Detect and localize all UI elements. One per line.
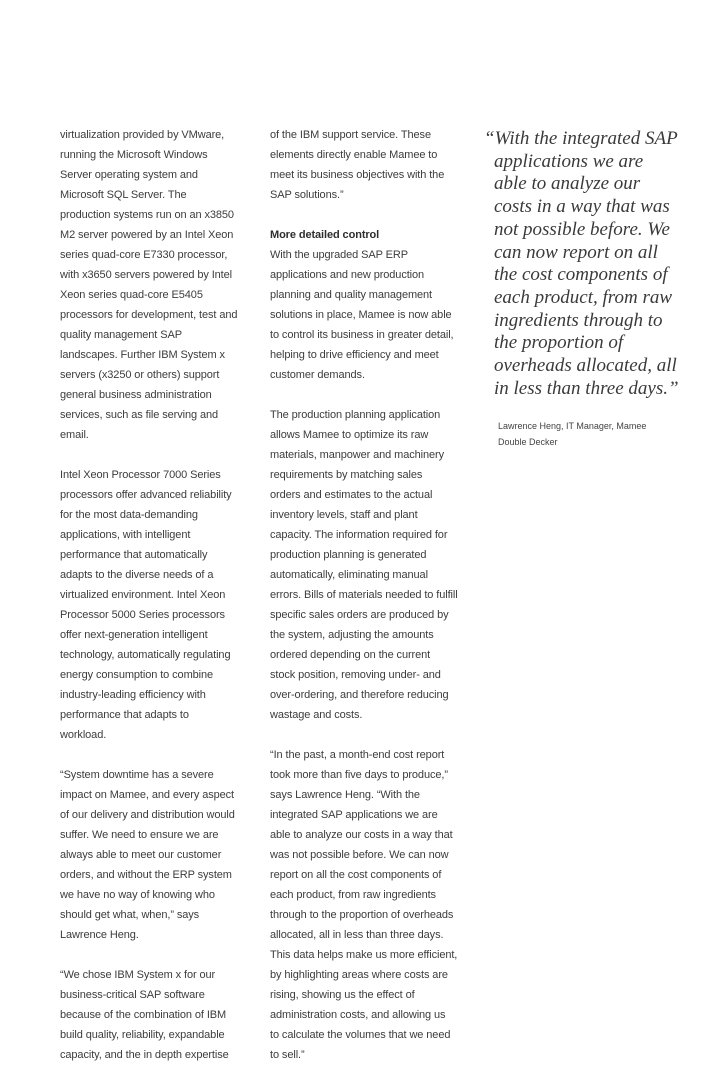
text-line: series quad-core E7330 processor, <box>60 249 228 261</box>
pull-quote <box>484 128 694 450</box>
text-line: the system, adjusting the amounts <box>270 629 434 641</box>
text-line: customer demands. <box>270 369 365 381</box>
text-line: was not possible before. We can now <box>270 849 449 861</box>
text-line: services, such as file serving and <box>60 409 219 421</box>
pull-quote-text <box>484 128 694 400</box>
text-line: Microsoft SQL Server. The <box>60 189 187 201</box>
text-line: helping to drive efficiency and meet <box>270 349 439 361</box>
text-line: automatically, eliminating manual <box>270 569 428 581</box>
text-line: capacity. The information required for <box>270 529 448 541</box>
text-line: allows Mamee to optimize its raw <box>270 429 429 441</box>
pull-quote-line: the cost components of <box>494 264 668 286</box>
text-line: processors offer advanced reliability <box>60 489 232 501</box>
text-line: we have no way of knowing who <box>60 889 215 901</box>
text-line: Processor 5000 Series processors <box>60 609 225 621</box>
text-line: able to analyze our costs in a way that <box>270 829 453 841</box>
text-line: With the upgraded SAP ERP <box>270 249 408 261</box>
text-line: build quality, reliability, expandable <box>60 1029 225 1041</box>
paragraph-gap <box>270 385 465 405</box>
text-line: This data helps make us more efficient, <box>270 949 458 961</box>
text-line: performance that adapts to <box>60 709 189 721</box>
section-heading: More detailed control <box>270 229 380 241</box>
pull-quote-attribution <box>484 418 694 450</box>
attribution-line: Double Decker <box>498 437 558 448</box>
text-line: virtualization provided by VMware, <box>60 129 225 141</box>
text-line: virtualized environment. Intel Xeon <box>60 589 226 601</box>
text-line: adapts to the diverse needs of a <box>60 569 214 581</box>
text-line: servers (x3250 or others) support <box>60 369 220 381</box>
text-line: processors for development, test and <box>60 309 238 321</box>
text-line: business-critical SAP software <box>60 989 205 1001</box>
attribution-line: Lawrence Heng, IT Manager, Mamee <box>498 421 647 432</box>
text-line: rising, showing us the effect of <box>270 989 415 1001</box>
text-line: wastage and costs. <box>270 709 363 721</box>
text-line: orders, and without the ERP system <box>60 869 232 881</box>
text-line: because of the combination of IBM <box>60 1009 227 1021</box>
text-line: meet its business objectives with the <box>270 169 445 181</box>
text-line: M2 server powered by an Intel Xeon <box>60 229 234 241</box>
text-line: applications and new production <box>270 269 425 281</box>
text-line: Server operating system and <box>60 169 198 181</box>
text-line: performance that automatically <box>60 549 208 561</box>
text-line: industry-leading efficiency with <box>60 689 206 701</box>
text-line: general business administration <box>60 389 212 401</box>
paragraph-gap <box>60 745 250 765</box>
text-line: of our delivery and distribution would <box>60 809 235 821</box>
pull-quote-line: the proportion of <box>494 332 624 354</box>
text-line: requirements by matching sales <box>270 469 423 481</box>
text-line: email. <box>60 429 89 441</box>
text-line: to control its business in greater detail, <box>270 329 454 341</box>
text-line: to calculate the volumes that we need <box>270 1029 451 1041</box>
pull-quote-line: each product, from raw <box>494 286 673 308</box>
paragraph-gap <box>270 725 465 745</box>
text-line: ordered depending on the current <box>270 649 431 661</box>
text-line: SAP solutions.” <box>270 189 344 201</box>
pull-quote-line: applications we are <box>494 150 644 172</box>
text-line: orders and estimates to the actual <box>270 489 433 501</box>
text-line: through to the proportion of overheads <box>270 909 454 921</box>
text-line: production planning is generated <box>270 549 427 561</box>
text-line: administration costs, and allowing us <box>270 1009 446 1021</box>
text-line: impact on Mamee, and every aspect <box>60 789 235 801</box>
text-line: materials, manpower and machinery <box>270 449 445 461</box>
text-line: capacity, and the in depth expertise <box>60 1049 229 1061</box>
text-line: says Lawrence Heng. “With the <box>270 789 420 801</box>
text-line: should get what, when,” says <box>60 909 200 921</box>
text-line: applications, with intelligent <box>60 529 191 541</box>
text-line: technology, automatically regulating <box>60 649 231 661</box>
paragraph-gap <box>60 445 250 465</box>
text-line: took more than five days to produce,” <box>270 769 448 781</box>
pull-quote-line: costs in a way that was <box>494 196 670 218</box>
pull-quote-line: able to analyze our <box>494 173 641 195</box>
pull-quote-line: “With the integrated SAP <box>484 128 678 149</box>
text-line: with x3650 servers powered by Intel <box>60 269 232 281</box>
text-line: suffer. We need to ensure we are <box>60 829 219 841</box>
body-column-middle <box>270 125 465 1065</box>
text-line: elements directly enable Mamee to <box>270 149 438 161</box>
pull-quote-line: ingredients through to <box>494 309 663 331</box>
text-line: always able to meet our customer <box>60 849 222 861</box>
text-line: errors. Bills of materials needed to fulfill <box>270 589 458 601</box>
text-line: offer next-generation intelligent <box>60 629 208 641</box>
text-line: allocated, all in less than three days. <box>270 929 444 941</box>
text-line: specific sales orders are produced by <box>270 609 449 621</box>
text-line: running the Microsoft Windows <box>60 149 208 161</box>
text-line: Lawrence Heng. <box>60 929 139 941</box>
text-line: planning and quality management <box>270 289 433 301</box>
text-line: “System downtime has a severe <box>60 769 214 781</box>
text-line: solutions in place, Mamee is now able <box>270 309 452 321</box>
text-line: Xeon series quad-core E5405 <box>60 289 203 301</box>
body-column-left <box>60 125 250 1065</box>
text-line: of the IBM support service. These <box>270 129 431 141</box>
text-line: “We chose IBM System x for our <box>60 969 216 981</box>
text-line: workload. <box>60 729 107 741</box>
pull-quote-line: can now report on all <box>494 241 658 263</box>
text-line: to sell.” <box>270 1049 305 1061</box>
text-line: quality management SAP <box>60 329 182 341</box>
pull-quote-line: overheads allocated, all <box>494 355 677 377</box>
text-line: each product, from raw ingredients <box>270 889 436 901</box>
text-line: integrated SAP applications we are <box>270 809 438 821</box>
text-line: inventory levels, staff and plant <box>270 509 418 521</box>
text-line: report on all the cost components of <box>270 869 442 881</box>
text-line: landscapes. Further IBM System x <box>60 349 225 361</box>
text-line: for the most data-demanding <box>60 509 198 521</box>
pull-quote-line: in less than three days.” <box>494 377 679 399</box>
text-line: over-ordering, and therefore reducing <box>270 689 449 701</box>
paragraph-gap <box>270 205 465 225</box>
text-line: Intel Xeon Processor 7000 Series <box>60 469 221 481</box>
text-line: stock position, removing under- and <box>270 669 441 681</box>
pull-quote-line: not possible before. We <box>494 218 670 240</box>
text-line: production systems run on an x3850 <box>60 209 234 221</box>
paragraph-gap <box>60 945 250 965</box>
text-line: energy consumption to combine <box>60 669 214 681</box>
text-line: “In the past, a month-end cost report <box>270 749 445 761</box>
text-line: by highlighting areas where costs are <box>270 969 448 981</box>
text-line: The production planning application <box>270 409 441 421</box>
